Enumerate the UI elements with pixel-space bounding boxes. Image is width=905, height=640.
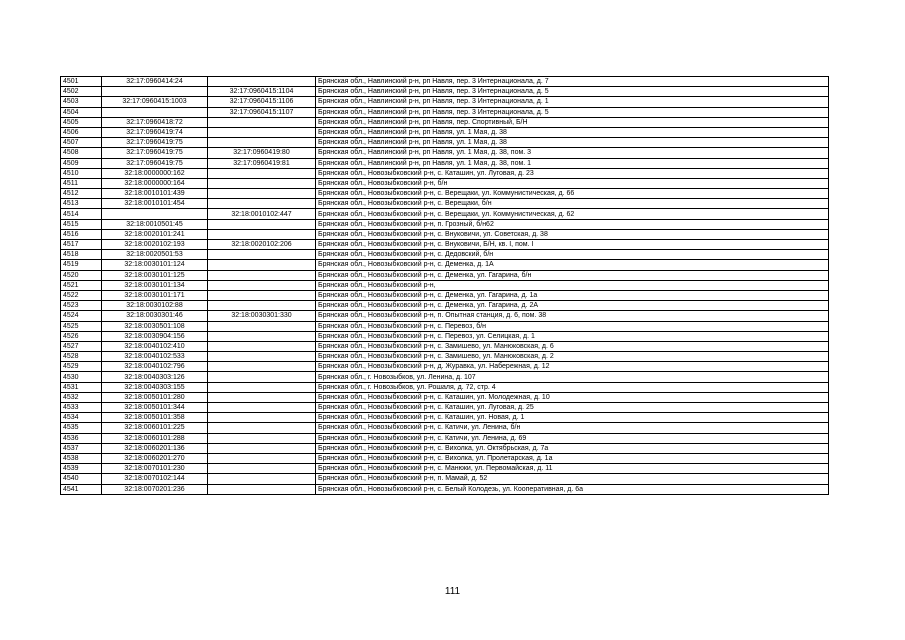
cadastral-number-cell: 32:18:0030101:171 (102, 290, 208, 300)
cadastral-number-cell: 32:17:0960419:75 (102, 148, 208, 158)
table-row (61, 484, 829, 494)
sub-cadastral-number-cell: 32:18:0010102:447 (208, 209, 316, 219)
sub-cadastral-number-cell (208, 362, 316, 372)
cadastral-number-cell: 32:18:0010501:45 (102, 219, 208, 229)
sub-cadastral-number-cell: 32:17:0960415:1106 (208, 97, 316, 107)
address-cell: Брянская обл., Навлинский р-н, рп Навля, пер. 3 Интернационала, д. 1 (316, 97, 829, 107)
row-number-cell: 4518 (61, 250, 102, 260)
sub-cadastral-number-cell (208, 77, 316, 87)
row-number-cell: 4528 (61, 352, 102, 362)
table-row (61, 443, 829, 453)
cadastral-number-cell: 32:18:0030102:88 (102, 301, 208, 311)
row-number-cell: 4520 (61, 270, 102, 280)
cadastral-number-cell: 32:17:0960418:72 (102, 117, 208, 127)
row-number-cell: 4511 (61, 178, 102, 188)
address-cell: Брянская обл., Новозыбковский р-н, с. Каташин, ул. Луговая, д. 23 (316, 168, 829, 178)
row-number-cell: 4539 (61, 464, 102, 474)
row-number-cell: 4530 (61, 372, 102, 382)
sub-cadastral-number-cell (208, 219, 316, 229)
cadastral-number-cell (102, 107, 208, 117)
address-cell: Брянская обл., Навлинский р-н, рп Навля, ул. 1 Мая, д. 38 (316, 127, 829, 137)
cadastral-number-cell: 32:18:0010101:454 (102, 199, 208, 209)
sub-cadastral-number-cell (208, 260, 316, 270)
cadastral-number-cell: 32:18:0070102:144 (102, 474, 208, 484)
table-row (61, 168, 829, 178)
table-row (61, 138, 829, 148)
sub-cadastral-number-cell: 32:17:0960415:1107 (208, 107, 316, 117)
cadastral-number-cell: 32:18:0050101:280 (102, 392, 208, 402)
registry-table-body (61, 77, 829, 495)
table-row (61, 97, 829, 107)
address-cell: Брянская обл., Новозыбковский р-н, п. Мамай, д. 52 (316, 474, 829, 484)
sub-cadastral-number-cell (208, 341, 316, 351)
address-cell: Брянская обл., г. Новозыбков, ул. Ленина, д. 107 (316, 372, 829, 382)
sub-cadastral-number-cell: 32:17:0960419:80 (208, 148, 316, 158)
address-cell: Брянская обл., Новозыбковский р-н, с. Замишево, ул. Манюковская, д. 2 (316, 352, 829, 362)
cadastral-number-cell: 32:18:0020101:241 (102, 229, 208, 239)
row-number-cell: 4526 (61, 331, 102, 341)
row-number-cell: 4510 (61, 168, 102, 178)
cadastral-number-cell: 32:17:0960419:74 (102, 127, 208, 137)
table-row (61, 352, 829, 362)
table-row (61, 301, 829, 311)
table-row (61, 382, 829, 392)
cadastral-number-cell: 32:18:0040303:155 (102, 382, 208, 392)
address-cell: Брянская обл., Новозыбковский р-н, с. Верещаки, ул. Коммунистическая, д. 62 (316, 209, 829, 219)
sub-cadastral-number-cell (208, 453, 316, 463)
sub-cadastral-number-cell: 32:17:0960419:81 (208, 158, 316, 168)
table-row (61, 250, 829, 260)
table-row (61, 148, 829, 158)
row-number-cell: 4523 (61, 301, 102, 311)
row-number-cell: 4513 (61, 199, 102, 209)
address-cell: Брянская обл., Навлинский р-н, рп Навля, ул. 1 Мая, д. 38, пом. 3 (316, 148, 829, 158)
address-cell: Брянская обл., г. Новозыбков, ул. Рошаля, д. 72, стр. 4 (316, 382, 829, 392)
cadastral-number-cell: 32:18:0000000:164 (102, 178, 208, 188)
row-number-cell: 4516 (61, 229, 102, 239)
table-row (61, 341, 829, 351)
sub-cadastral-number-cell (208, 464, 316, 474)
address-cell: Брянская обл., Новозыбковский р-н, б/н (316, 178, 829, 188)
sub-cadastral-number-cell (208, 443, 316, 453)
address-cell: Брянская обл., Навлинский р-н, рп Навля, ул. 1 Мая, д. 38, пом. 1 (316, 158, 829, 168)
cadastral-number-cell: 32:18:0070101:230 (102, 464, 208, 474)
row-number-cell: 4519 (61, 260, 102, 270)
table-row (61, 189, 829, 199)
cadastral-number-cell: 32:18:0060201:136 (102, 443, 208, 453)
row-number-cell: 4540 (61, 474, 102, 484)
row-number-cell: 4533 (61, 403, 102, 413)
address-cell: Брянская обл., Навлинский р-н, рп Навля, пер. 3 Интернационала, д. 5 (316, 87, 829, 97)
address-cell: Брянская обл., Навлинский р-н, рп Навля, пер. 3 Интернационала, д. 5 (316, 107, 829, 117)
table-row (61, 321, 829, 331)
cadastral-number-cell: 32:18:0030904:156 (102, 331, 208, 341)
cadastral-number-cell: 32:18:0070201:236 (102, 484, 208, 494)
address-cell: Брянская обл., Новозыбковский р-н, с. Катичи, ул. Ленина, б/н (316, 423, 829, 433)
sub-cadastral-number-cell (208, 178, 316, 188)
table-row (61, 311, 829, 321)
cadastral-number-cell: 32:18:0040102:410 (102, 341, 208, 351)
row-number-cell: 4517 (61, 240, 102, 250)
table-row (61, 392, 829, 402)
address-cell: Брянская обл., Новозыбковский р-н, п. Грозный, б/н62 (316, 219, 829, 229)
address-cell: Брянская обл., Навлинский р-н, рп Навля, ул. 1 Мая, д. 38 (316, 138, 829, 148)
table-row (61, 474, 829, 484)
address-cell: Брянская обл., Новозыбковский р-н, с. Каташин, ул. Новая, д. 1 (316, 413, 829, 423)
cadastral-number-cell: 32:18:0060201:270 (102, 453, 208, 463)
address-cell: Брянская обл., Новозыбковский р-н, с. Вихолка, ул. Пролетарская, д. 1а (316, 453, 829, 463)
sub-cadastral-number-cell (208, 229, 316, 239)
cadastral-number-cell: 32:18:0020102:193 (102, 240, 208, 250)
address-cell: Брянская обл., Навлинский р-н, рп Навля, пер. Спортивный, Б/Н (316, 117, 829, 127)
table-row (61, 117, 829, 127)
address-cell: Брянская обл., Новозыбковский р-н, с. Перевоз, ул. Селицкая, д. 1 (316, 331, 829, 341)
sub-cadastral-number-cell (208, 331, 316, 341)
cadastral-number-cell: 32:18:0050101:344 (102, 403, 208, 413)
cadastral-number-cell: 32:18:0030301:46 (102, 311, 208, 321)
sub-cadastral-number-cell (208, 290, 316, 300)
cadastral-number-cell: 32:18:0040303:126 (102, 372, 208, 382)
row-number-cell: 4536 (61, 433, 102, 443)
registry-table (60, 76, 829, 495)
table-row (61, 77, 829, 87)
sub-cadastral-number-cell (208, 270, 316, 280)
table-row (61, 290, 829, 300)
table-row (61, 199, 829, 209)
address-cell: Брянская обл., Новозыбковский р-н, с. Перевоз, б/н (316, 321, 829, 331)
address-cell: Брянская обл., Навлинский р-н, рп Навля, пер. 3 Интернационала, д. 7 (316, 77, 829, 87)
cadastral-number-cell: 32:18:0060101:288 (102, 433, 208, 443)
table-row (61, 403, 829, 413)
row-number-cell: 4512 (61, 189, 102, 199)
sub-cadastral-number-cell (208, 199, 316, 209)
row-number-cell: 4538 (61, 453, 102, 463)
cadastral-number-cell: 32:18:0030101:124 (102, 260, 208, 270)
table-row (61, 127, 829, 137)
page-number: 111 (444, 586, 461, 597)
sub-cadastral-number-cell (208, 250, 316, 260)
sub-cadastral-number-cell (208, 433, 316, 443)
address-cell: Брянская обл., Новозыбковский р-н, с. Манюки, ул. Первомайская, д. 11 (316, 464, 829, 474)
sub-cadastral-number-cell (208, 352, 316, 362)
address-cell: Брянская обл., Новозыбковский р-н, с. Белый Колодезь, ул. Кооперативная, д. 6а (316, 484, 829, 494)
address-cell: Брянская обл., Новозыбковский р-н, с. Деменка, ул. Гагарина, б/н (316, 270, 829, 280)
row-number-cell: 4506 (61, 127, 102, 137)
address-cell: Брянская обл., Новозыбковский р-н, с. Внуковичи, ул. Советская, д. 38 (316, 229, 829, 239)
table-row (61, 423, 829, 433)
address-cell: Брянская обл., Новозыбковский р-н, с. Верещаки, ул. Коммунистическая, д. 66 (316, 189, 829, 199)
row-number-cell: 4507 (61, 138, 102, 148)
sub-cadastral-number-cell: 32:17:0960415:1104 (208, 87, 316, 97)
address-cell: Брянская обл., Новозыбковский р-н, п. Опытная станция, д. 6, пом. 38 (316, 311, 829, 321)
cadastral-number-cell: 32:18:0010101:439 (102, 189, 208, 199)
cadastral-number-cell: 32:17:0960419:75 (102, 138, 208, 148)
sub-cadastral-number-cell (208, 117, 316, 127)
sub-cadastral-number-cell (208, 321, 316, 331)
cadastral-number-cell: 32:18:0000000:162 (102, 168, 208, 178)
sub-cadastral-number-cell (208, 372, 316, 382)
cadastral-number-cell: 32:17:0960414:24 (102, 77, 208, 87)
sub-cadastral-number-cell (208, 168, 316, 178)
table-row (61, 433, 829, 443)
table-row (61, 280, 829, 290)
cadastral-number-cell: 32:18:0030101:134 (102, 280, 208, 290)
table-row (61, 413, 829, 423)
row-number-cell: 4515 (61, 219, 102, 229)
row-number-cell: 4508 (61, 148, 102, 158)
sub-cadastral-number-cell (208, 127, 316, 137)
row-number-cell: 4514 (61, 209, 102, 219)
address-cell: Брянская обл., Новозыбковский р-н, с. Каташин, ул. Луговая, д. 25 (316, 403, 829, 413)
table-row (61, 229, 829, 239)
cadastral-number-cell: 32:18:0030101:125 (102, 270, 208, 280)
cadastral-number-cell: 32:18:0030501:108 (102, 321, 208, 331)
address-cell: Брянская обл., Новозыбковский р-н, с. Внуковичи, Б/Н, кв. I, пом. I (316, 240, 829, 250)
table-row (61, 209, 829, 219)
address-cell: Брянская обл., Новозыбковский р-н, с. Деменка, ул. Гагарина, д. 2А (316, 301, 829, 311)
cadastral-number-cell: 32:18:0040102:796 (102, 362, 208, 372)
sub-cadastral-number-cell (208, 392, 316, 402)
sub-cadastral-number-cell: 32:18:0030301:330 (208, 311, 316, 321)
row-number-cell: 4502 (61, 87, 102, 97)
address-cell: Брянская обл., Новозыбковский р-н, с. Верещаки, б/н (316, 199, 829, 209)
row-number-cell: 4524 (61, 311, 102, 321)
sub-cadastral-number-cell (208, 280, 316, 290)
cadastral-number-cell: 32:18:0060101:225 (102, 423, 208, 433)
address-cell: Брянская обл., Новозыбковский р-н, (316, 280, 829, 290)
address-cell: Брянская обл., Новозыбковский р-н, с. Дедовский, б/н (316, 250, 829, 260)
row-number-cell: 4532 (61, 392, 102, 402)
table-row (61, 87, 829, 97)
table-row (61, 260, 829, 270)
cadastral-number-cell: 32:18:0020501:53 (102, 250, 208, 260)
table-row (61, 464, 829, 474)
cadastral-number-cell: 32:18:0050101:358 (102, 413, 208, 423)
table-row (61, 362, 829, 372)
address-cell: Брянская обл., Новозыбковский р-н, д. Журавка, ул. Набережная, д. 12 (316, 362, 829, 372)
table-row (61, 331, 829, 341)
row-number-cell: 4525 (61, 321, 102, 331)
address-cell: Брянская обл., Новозыбковский р-н, с. Замишево, ул. Манюковская, д. 6 (316, 341, 829, 351)
cadastral-number-cell: 32:17:0960419:75 (102, 158, 208, 168)
row-number-cell: 4527 (61, 341, 102, 351)
table-row (61, 107, 829, 117)
sub-cadastral-number-cell (208, 413, 316, 423)
cadastral-number-cell: 32:18:0040102:533 (102, 352, 208, 362)
row-number-cell: 4522 (61, 290, 102, 300)
row-number-cell: 4534 (61, 413, 102, 423)
sub-cadastral-number-cell (208, 403, 316, 413)
table-row (61, 158, 829, 168)
table-row (61, 240, 829, 250)
address-cell: Брянская обл., Новозыбковский р-н, с. Деменка, д. 1А (316, 260, 829, 270)
sub-cadastral-number-cell (208, 423, 316, 433)
table-row (61, 372, 829, 382)
row-number-cell: 4529 (61, 362, 102, 372)
row-number-cell: 4509 (61, 158, 102, 168)
sub-cadastral-number-cell (208, 484, 316, 494)
table-row (61, 178, 829, 188)
address-cell: Брянская обл., Новозыбковский р-н, с. Катичи, ул. Ленина, д. 69 (316, 433, 829, 443)
row-number-cell: 4531 (61, 382, 102, 392)
table-row (61, 219, 829, 229)
row-number-cell: 4521 (61, 280, 102, 290)
sub-cadastral-number-cell: 32:18:0020102:206 (208, 240, 316, 250)
sub-cadastral-number-cell (208, 474, 316, 484)
sub-cadastral-number-cell (208, 382, 316, 392)
address-cell: Брянская обл., Новозыбковский р-н, с. Деменка, ул. Гагарина, д. 1а (316, 290, 829, 300)
cadastral-number-cell: 32:17:0960415:1003 (102, 97, 208, 107)
address-cell: Брянская обл., Новозыбковский р-н, с. Каташин, ул. Молодежная, д. 10 (316, 392, 829, 402)
row-number-cell: 4541 (61, 484, 102, 494)
sub-cadastral-number-cell (208, 138, 316, 148)
table-row (61, 453, 829, 463)
row-number-cell: 4535 (61, 423, 102, 433)
sub-cadastral-number-cell (208, 189, 316, 199)
cadastral-number-cell (102, 209, 208, 219)
row-number-cell: 4537 (61, 443, 102, 453)
address-cell: Брянская обл., Новозыбковский р-н, с. Вихолка, ул. Октябрьская, д. 7а (316, 443, 829, 453)
row-number-cell: 4505 (61, 117, 102, 127)
table-row (61, 270, 829, 280)
sub-cadastral-number-cell (208, 301, 316, 311)
row-number-cell: 4504 (61, 107, 102, 117)
row-number-cell: 4501 (61, 77, 102, 87)
row-number-cell: 4503 (61, 97, 102, 107)
cadastral-number-cell (102, 87, 208, 97)
